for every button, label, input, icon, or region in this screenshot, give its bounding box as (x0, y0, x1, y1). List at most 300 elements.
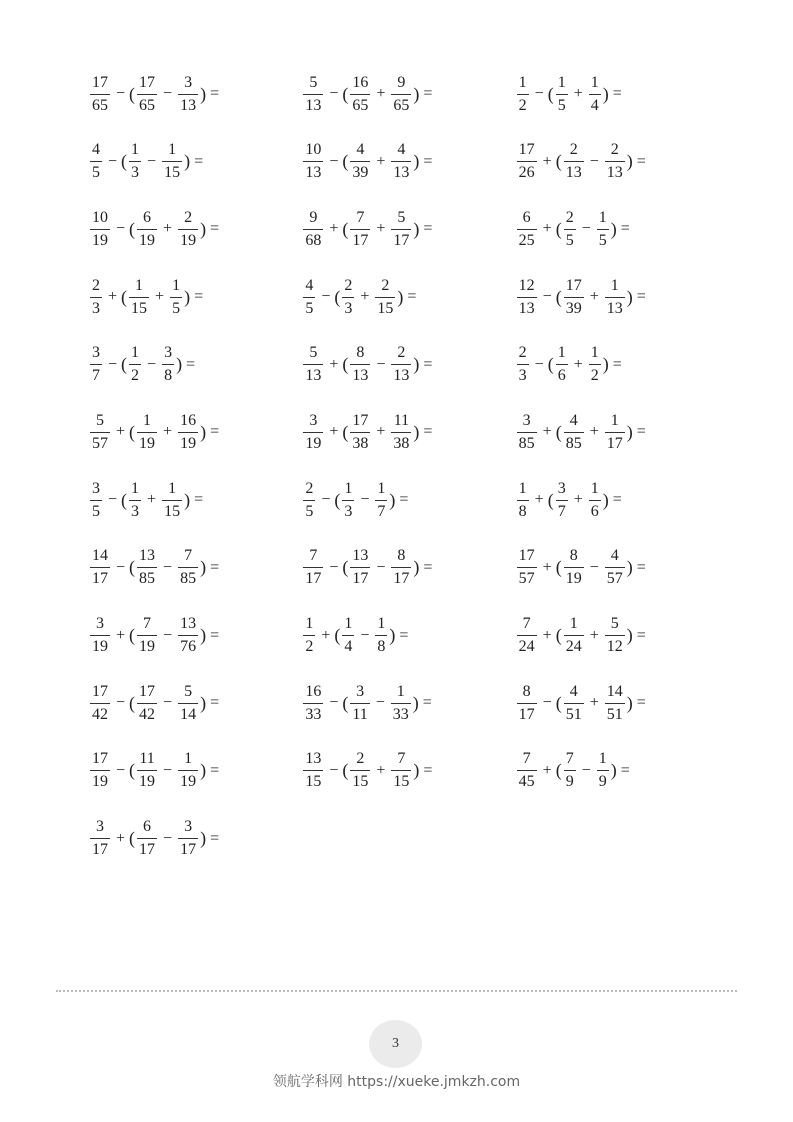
operator: + (376, 761, 386, 779)
denominator: 6 (589, 500, 601, 520)
open-paren: ( (342, 151, 349, 172)
denominator: 17 (303, 567, 323, 587)
denominator: 15 (162, 161, 182, 181)
operator: + (589, 626, 599, 644)
equals-sign: = (636, 423, 646, 441)
denominator: 5 (90, 500, 102, 520)
fraction (90, 75, 110, 114)
fraction (342, 616, 354, 655)
numerator: 6 (522, 208, 531, 226)
fraction (605, 413, 625, 452)
denominator: 45 (517, 770, 537, 790)
numerator: 16 (305, 682, 322, 700)
numerator: 5 (610, 615, 619, 632)
denominator: 19 (178, 770, 198, 790)
numerator: 13 (180, 615, 197, 632)
open-paren: ( (547, 83, 554, 104)
fraction (178, 413, 198, 452)
numerator: 8 (397, 547, 406, 565)
open-paren: ( (129, 760, 136, 781)
fraction (303, 142, 323, 181)
denominator: 5 (556, 94, 568, 114)
fraction (90, 751, 110, 790)
fraction (517, 345, 529, 384)
numerator: 7 (522, 750, 531, 768)
numerator: 7 (397, 750, 406, 768)
fraction (391, 142, 411, 181)
denominator: 19 (178, 229, 198, 249)
fraction (303, 481, 315, 520)
fraction (90, 278, 102, 317)
denominator: 13 (303, 364, 323, 384)
open-paren: ( (121, 286, 128, 307)
open-paren: ( (555, 421, 562, 442)
denominator: 65 (391, 94, 411, 114)
operator: + (163, 220, 173, 238)
denominator: 9 (597, 770, 609, 790)
denominator: 57 (90, 432, 110, 452)
operator: + (329, 220, 339, 238)
denominator: 12 (605, 635, 625, 655)
fraction (517, 413, 537, 452)
denominator: 19 (303, 432, 323, 452)
close-paren: ) (602, 354, 609, 375)
operator: + (534, 491, 544, 509)
denominator: 5 (170, 297, 182, 317)
numerator: 17 (92, 73, 108, 91)
fraction (564, 210, 576, 249)
math-problem (301, 544, 514, 592)
numerator: 1 (598, 750, 607, 768)
close-paren: ) (200, 692, 207, 713)
operator: + (329, 355, 339, 373)
operator: + (542, 220, 552, 238)
equals-sign: = (210, 558, 220, 576)
fraction (556, 481, 568, 520)
math-problem (515, 205, 728, 253)
denominator: 51 (564, 703, 584, 723)
denominator: 68 (303, 229, 323, 249)
operator: − (589, 152, 599, 170)
equals-sign: = (423, 423, 433, 441)
close-paren: ) (389, 489, 396, 510)
equals-sign: = (423, 355, 433, 373)
denominator: 57 (517, 567, 537, 587)
operator: − (108, 491, 118, 509)
operator: − (108, 355, 118, 373)
fraction (129, 345, 141, 384)
numerator: 1 (590, 73, 599, 91)
denominator: 5 (90, 161, 102, 181)
close-paren: ) (200, 760, 207, 781)
numerator: 14 (606, 682, 623, 700)
fraction (350, 210, 370, 249)
math-problem (515, 612, 728, 660)
fraction (564, 142, 584, 181)
open-paren: ( (121, 151, 128, 172)
numerator: 17 (92, 682, 108, 700)
fraction (90, 210, 110, 249)
denominator: 3 (129, 500, 141, 520)
fraction (303, 210, 323, 249)
operator: − (321, 491, 331, 509)
denominator: 38 (350, 432, 370, 452)
denominator: 19 (137, 229, 157, 249)
denominator: 19 (137, 635, 157, 655)
numerator: 8 (522, 682, 531, 700)
operator: − (534, 85, 544, 102)
fraction (564, 278, 584, 317)
numerator: 1 (305, 615, 314, 632)
numerator: 8 (356, 344, 365, 362)
denominator: 17 (178, 838, 198, 858)
numerator: 17 (92, 750, 108, 768)
open-paren: ( (334, 625, 341, 645)
numerator: 9 (397, 73, 406, 91)
fraction (178, 616, 198, 655)
math-problem (515, 544, 728, 592)
equals-sign: = (423, 85, 433, 102)
denominator: 5 (303, 297, 315, 317)
numerator: 1 (344, 615, 353, 632)
numerator: 6 (143, 208, 152, 226)
close-paren: ) (184, 489, 191, 510)
denominator: 19 (90, 635, 110, 655)
problem-row (88, 476, 728, 544)
numerator: 2 (344, 276, 353, 294)
numerator: 5 (309, 344, 318, 362)
fraction (90, 413, 110, 452)
operator: + (589, 288, 599, 306)
numerator: 12 (518, 276, 535, 294)
open-paren: ( (555, 218, 562, 239)
problem-row (88, 679, 728, 747)
operator: − (116, 558, 126, 576)
denominator: 19 (90, 229, 110, 249)
numerator: 9 (309, 208, 318, 226)
fraction (137, 751, 157, 790)
equals-sign: = (194, 152, 204, 170)
open-paren: ( (129, 421, 136, 442)
close-paren: ) (200, 218, 207, 239)
open-paren: ( (342, 354, 349, 375)
equals-sign: = (423, 558, 433, 576)
denominator: 19 (564, 567, 584, 587)
operator: − (163, 829, 173, 847)
denominator: 3 (90, 297, 102, 317)
numerator: 17 (139, 682, 156, 700)
operator: + (376, 220, 386, 238)
denominator: 2 (517, 94, 529, 114)
denominator: 15 (129, 297, 149, 317)
operator: − (360, 626, 370, 644)
numerator: 3 (92, 344, 100, 362)
operator: − (375, 694, 385, 712)
fraction (517, 142, 537, 181)
operator: + (542, 423, 552, 441)
math-problem (515, 747, 728, 795)
fraction (137, 684, 157, 723)
operator: + (116, 829, 126, 847)
fraction (303, 413, 323, 452)
fraction (391, 345, 411, 384)
numerator: 4 (356, 141, 365, 159)
fraction (137, 75, 157, 114)
equals-sign: = (186, 355, 196, 373)
fraction (605, 548, 625, 587)
numerator: 1 (184, 750, 193, 768)
numerator: 3 (557, 479, 566, 497)
equals-sign: = (636, 694, 646, 712)
operator: + (116, 423, 126, 441)
math-problem (88, 70, 301, 118)
denominator: 4 (342, 635, 354, 655)
open-paren: ( (547, 489, 554, 510)
denominator: 5 (564, 229, 576, 249)
numerator: 2 (518, 344, 527, 362)
operator: + (542, 761, 552, 779)
denominator: 17 (90, 567, 110, 587)
fraction (90, 142, 102, 181)
numerator: 1 (168, 479, 177, 497)
math-problem (88, 273, 301, 321)
problem-row (88, 273, 728, 341)
numerator: 1 (377, 615, 386, 632)
fraction (589, 75, 601, 114)
operator: − (163, 558, 173, 576)
math-problem (88, 544, 301, 592)
math-problem (515, 273, 728, 321)
math-problem (515, 138, 728, 186)
math-problem (301, 205, 514, 253)
equals-sign: = (423, 152, 433, 170)
equals-sign: = (423, 220, 433, 238)
fraction (303, 616, 315, 655)
operator: + (321, 626, 331, 644)
numerator: 7 (356, 208, 365, 226)
denominator: 51 (605, 703, 625, 723)
numerator: 4 (92, 141, 100, 159)
numerator: 16 (180, 411, 197, 429)
math-problem (88, 747, 301, 795)
close-paren: ) (626, 557, 633, 578)
equals-sign: = (210, 423, 220, 441)
numerator: 3 (184, 73, 193, 91)
numerator: 3 (184, 818, 193, 836)
operator: − (116, 761, 126, 779)
page-number: 3 (369, 1020, 422, 1068)
operator: − (108, 152, 118, 170)
fraction (303, 75, 323, 114)
denominator: 13 (564, 161, 584, 181)
equals-sign: = (210, 220, 220, 238)
denominator: 39 (350, 161, 370, 181)
equals-sign: = (194, 491, 204, 509)
operator: − (329, 85, 339, 102)
operator: − (163, 85, 173, 102)
numerator: 2 (569, 141, 578, 159)
open-paren: ( (555, 151, 562, 172)
math-problem (301, 476, 514, 524)
numerator: 1 (557, 73, 566, 91)
math-problem (301, 138, 514, 186)
denominator: 13 (303, 161, 323, 181)
operator: − (163, 626, 173, 644)
equals-sign: = (620, 220, 630, 238)
denominator: 15 (350, 770, 370, 790)
operator: + (376, 85, 386, 102)
denominator: 2 (129, 364, 141, 384)
equals-sign: = (210, 829, 220, 847)
fraction (589, 345, 601, 384)
math-problem (301, 408, 514, 456)
numerator: 1 (135, 276, 144, 294)
close-paren: ) (200, 828, 207, 849)
numerator: 5 (184, 682, 193, 700)
denominator: 13 (178, 94, 198, 114)
numerator: 13 (352, 547, 369, 565)
fraction (517, 751, 537, 790)
denominator: 19 (90, 770, 110, 790)
operator: − (360, 491, 370, 509)
equals-sign: = (210, 694, 220, 712)
numerator: 3 (96, 615, 104, 632)
numerator: 4 (305, 276, 314, 294)
operator: − (321, 288, 331, 306)
fraction (605, 616, 625, 655)
operator: − (163, 694, 173, 712)
open-paren: ( (342, 557, 349, 578)
equals-sign: = (612, 355, 622, 373)
fraction (162, 345, 174, 384)
close-paren: ) (413, 218, 420, 239)
close-paren: ) (413, 760, 420, 781)
math-problem (88, 341, 301, 389)
open-paren: ( (129, 828, 136, 849)
fraction (517, 75, 529, 114)
math-problem (88, 476, 301, 524)
equals-sign: = (620, 761, 630, 779)
fraction (342, 481, 354, 520)
equals-sign: = (636, 626, 646, 644)
numerator: 17 (352, 411, 369, 429)
fraction (303, 751, 323, 790)
fraction (605, 278, 625, 317)
problem-row (88, 815, 728, 883)
denominator: 65 (137, 94, 157, 114)
open-paren: ( (555, 760, 562, 781)
operator: + (542, 152, 552, 170)
numerator: 1 (131, 344, 140, 362)
denominator: 8 (375, 635, 387, 655)
open-paren: ( (555, 692, 562, 713)
numerator: 17 (565, 276, 582, 294)
fraction (90, 819, 110, 858)
numerator: 5 (96, 411, 104, 429)
operator: − (329, 152, 339, 170)
equals-sign: = (612, 491, 622, 509)
numerator: 1 (143, 411, 152, 429)
close-paren: ) (626, 625, 633, 645)
denominator: 85 (517, 432, 537, 452)
numerator: 1 (569, 615, 578, 632)
math-problem (301, 612, 514, 660)
denominator: 33 (303, 703, 323, 723)
denominator: 19 (137, 432, 157, 452)
denominator: 2 (303, 635, 315, 655)
denominator: 17 (517, 703, 537, 723)
fraction (564, 616, 584, 655)
fraction (556, 75, 568, 114)
denominator: 7 (556, 500, 568, 520)
denominator: 24 (517, 635, 537, 655)
denominator: 14 (178, 703, 198, 723)
numerator: 1 (131, 479, 140, 497)
close-paren: ) (626, 692, 633, 713)
open-paren: ( (121, 354, 128, 375)
equals-sign: = (407, 288, 417, 306)
operator: + (589, 694, 599, 712)
fraction (350, 548, 370, 587)
denominator: 8 (162, 364, 174, 384)
fraction (178, 75, 198, 114)
fraction (162, 142, 182, 181)
math-problem (301, 273, 514, 321)
operator: + (376, 152, 386, 170)
numerator: 7 (522, 615, 531, 632)
open-paren: ( (334, 286, 341, 307)
denominator: 57 (605, 567, 625, 587)
fraction (517, 278, 537, 317)
fraction (350, 75, 370, 114)
fraction (517, 684, 537, 723)
operator: − (147, 152, 157, 170)
denominator: 17 (137, 838, 157, 858)
operator: + (147, 491, 157, 509)
numerator: 3 (96, 818, 104, 836)
numerator: 2 (305, 479, 314, 497)
numerator: 4 (397, 141, 406, 159)
operator: + (573, 491, 583, 509)
numerator: 1 (590, 479, 599, 497)
fraction (178, 751, 198, 790)
numerator: 1 (610, 276, 619, 294)
fraction (517, 481, 529, 520)
denominator: 65 (350, 94, 370, 114)
problem-row (88, 544, 728, 612)
numerator: 3 (164, 344, 173, 362)
fraction (517, 616, 537, 655)
fraction (564, 548, 584, 587)
numerator: 2 (397, 344, 406, 362)
numerator: 5 (309, 73, 318, 91)
denominator: 9 (564, 770, 576, 790)
fraction (350, 751, 370, 790)
denominator: 17 (391, 567, 411, 587)
fraction (303, 345, 323, 384)
denominator: 85 (178, 567, 198, 587)
numerator: 1 (590, 344, 599, 362)
close-paren: ) (626, 286, 633, 307)
numerator: 10 (92, 208, 108, 226)
denominator: 6 (556, 364, 568, 384)
fraction (564, 413, 584, 452)
fraction (605, 684, 625, 723)
problem-row (88, 138, 728, 206)
open-paren: ( (129, 218, 136, 239)
open-paren: ( (121, 489, 128, 510)
equals-sign: = (636, 558, 646, 576)
